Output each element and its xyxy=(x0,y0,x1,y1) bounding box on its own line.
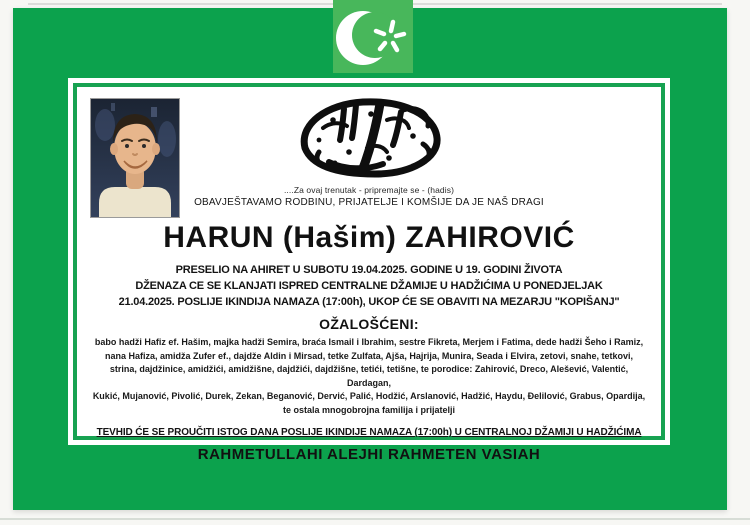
mourners-line: strina, dajdžinice, amidžići, amidžišne, dajdžići, dajdžišne, tetići, tetišne, te porodice: Zahirović, Dreco, Alešević, Valentić, Dardagan, xyxy=(109,364,629,388)
notice-line: 21.04.2025. POSLIJE IKINDIJA NAMAZA (17:00h), UKOP ĆE SE OBAVITI NA MEZARJU "KOPIŠANJ" xyxy=(118,296,620,308)
deceased-name: HARUN (Hašim) ZAHIROVIĆ xyxy=(163,221,575,254)
notice-line: PRESELIO NA AHIRET U SUBOTU 19.04.2025. GODINE U 19. GODINI ŽIVOTA xyxy=(175,264,563,276)
mourners-list xyxy=(87,336,651,417)
deceased-portrait-photo xyxy=(90,98,180,218)
notice-line: DŽENAZA CE SE KLANJATI ISPRED CENTRALNE DŽAMIJE U HADŽIĆIMA U PONEDJELJAK xyxy=(135,280,603,292)
mourners-line: nana Hafiza, amidža Zufer ef., dajdže Aldin i Mirsad, tetke Zulfata, Ajša, Hajrija, Munira, Seada i Elvira, zetovi, snahe, tetkovi, xyxy=(105,350,633,361)
closing-prayer: RAHMETULLAHI ALEJHI RAHMETEN VASIAH xyxy=(197,446,541,463)
mourners-line: Kukić, Mujanović, Pivolić, Durek, Zekan, Beganović, Dervić, Palić, Hodžić, Arslanović, Hadžić, Haydu, Đelilović, Grabus, Opardija, xyxy=(92,391,646,401)
bottom-divider xyxy=(0,518,750,520)
tevhid-line: TEVHID ĆE SE PROUČITI ISTOG DANA POSLIJE IKINDIJE NAMAZA (17:00h) U CENTRALNOJ DŽAMIJI U HADŽIĆIMA xyxy=(96,427,642,438)
portrait-illustration xyxy=(91,99,179,217)
notice-panel xyxy=(73,83,665,463)
panel-header xyxy=(87,92,651,216)
crescent-box xyxy=(333,0,413,73)
mourners-line: te ostala mnogobrojna familija i prijatelji xyxy=(282,404,456,415)
crescent-and-star-icon xyxy=(333,0,413,73)
arabic-calligraphy-icon xyxy=(283,92,455,184)
hadis-quote: ....Za ovaj trenutak - pripremajte se - (hadis) xyxy=(283,185,455,195)
mourners-heading: OŽALOŠĆENI: xyxy=(319,316,419,332)
announcement-line: OBAVJEŠTAVAMO RODBINU, PRIJATELJE I KOMŠIJE DA JE NAŠ DRAGI xyxy=(194,197,544,208)
mourners-line: babo hadži Hafiz ef. Hašim, majka hadži Semira, braća Ismail i Ibrahim, sestre Fikreta, Merjem i Fatima, dede hadži Šeho i Ramiz, xyxy=(94,337,644,347)
funeral-notice xyxy=(87,262,651,310)
